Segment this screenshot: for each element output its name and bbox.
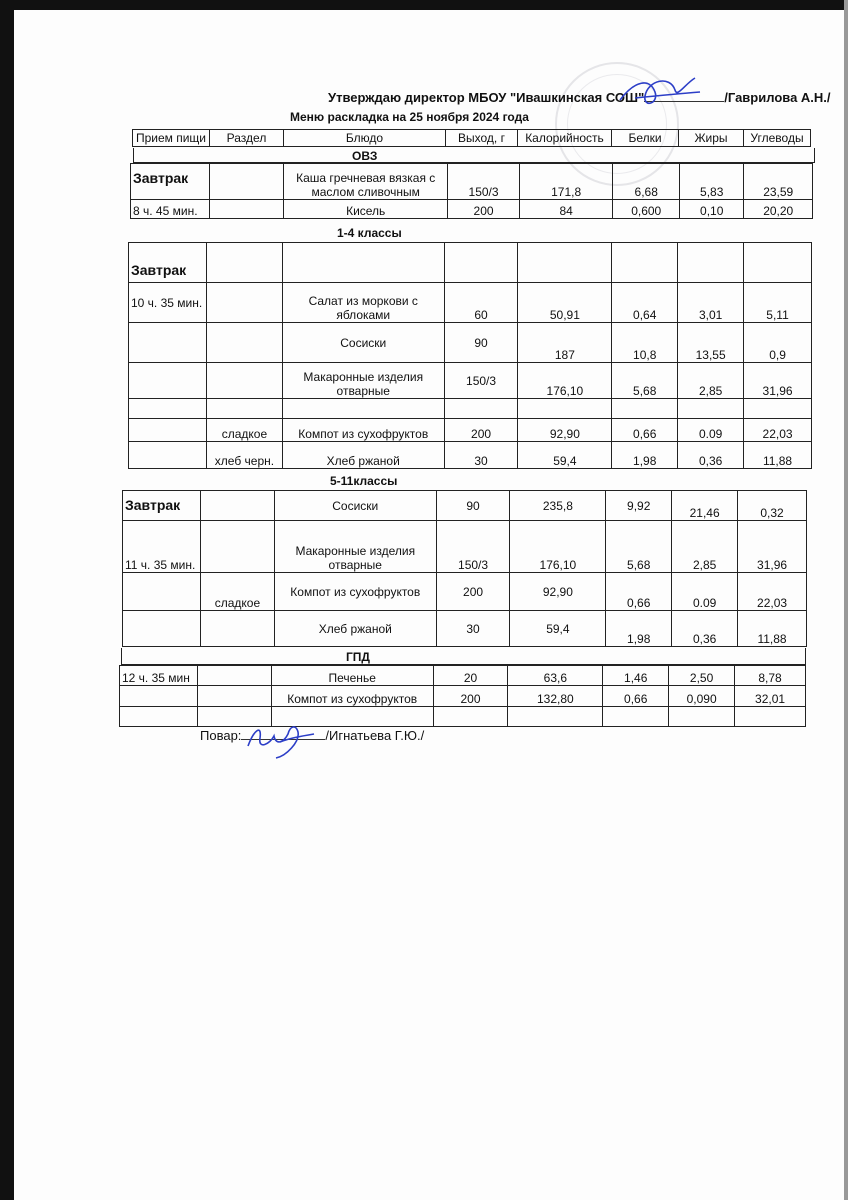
director-signature — [615, 70, 705, 115]
kcal-cell: 176,10 — [510, 521, 606, 573]
empty-cell — [678, 243, 744, 283]
dish-cell: Макаронные изделия отварные — [274, 521, 436, 573]
director-name: /Гаврилова А.Н./ — [724, 90, 831, 105]
approval-line — [328, 90, 831, 105]
empty-cell — [129, 363, 207, 399]
carbs-cell: 11,88 — [744, 442, 812, 469]
dish-cell: Сосиски — [282, 323, 444, 363]
menu-title: Меню раскладка на 25 ноября 2024 года — [290, 110, 529, 124]
yield-cell: 30 — [436, 611, 510, 647]
empty-cell — [120, 686, 198, 707]
table-grades-5-11 — [122, 490, 807, 647]
scan-edge-left — [0, 0, 14, 1200]
table-row — [123, 491, 807, 521]
carbs-cell: 31,96 — [744, 363, 812, 399]
carbs-cell: 8,78 — [735, 666, 806, 686]
section-cell — [206, 363, 282, 399]
header-dish: Блюдо — [283, 129, 446, 147]
section-bar-ovz — [133, 148, 815, 163]
dish-cell: Сосиски — [274, 491, 436, 521]
cook-name: /Игнатьева Г.Ю./ — [325, 728, 425, 743]
table-row — [131, 164, 813, 200]
table-row — [129, 243, 812, 283]
yield-cell: 150/3 — [444, 363, 518, 399]
empty-cell — [123, 611, 201, 647]
section-bar-gpd — [121, 648, 806, 665]
empty-cell — [744, 243, 812, 283]
section-cell — [200, 611, 274, 647]
table-row — [120, 707, 806, 727]
carbs-cell: 23,59 — [744, 164, 813, 200]
cook-label: Повар: — [200, 728, 242, 743]
section-cell: хлеб черн. — [206, 442, 282, 469]
protein-cell: 0,66 — [606, 573, 672, 611]
table-gpd — [119, 665, 806, 727]
dish-cell: Компот из сухофруктов — [274, 573, 436, 611]
dish-cell: Каша гречневая вязкая с маслом сливочным — [284, 164, 448, 200]
empty-cell — [282, 399, 444, 419]
dish-cell: Компот из сухофруктов — [282, 419, 444, 442]
protein-cell: 6,68 — [613, 164, 679, 200]
fat-cell: 2,85 — [672, 521, 738, 573]
protein-cell: 5,68 — [606, 521, 672, 573]
protein-cell: 1,98 — [606, 611, 672, 647]
protein-cell: 5,68 — [612, 363, 678, 399]
kcal-cell: 235,8 — [510, 491, 606, 521]
yield-cell: 150/3 — [448, 164, 520, 200]
carbs-cell: 31,96 — [738, 521, 807, 573]
meal-cell: Завтрак — [131, 164, 210, 200]
table-row — [129, 363, 812, 399]
yield-cell: 200 — [436, 573, 510, 611]
kcal-cell: 171,8 — [519, 164, 613, 200]
table-row — [120, 686, 806, 707]
dish-cell: Макаронные изделия отварные — [282, 363, 444, 399]
protein-cell: 1,46 — [603, 666, 669, 686]
kcal-cell: 84 — [519, 200, 613, 219]
kcal-cell: 187 — [518, 323, 612, 363]
yield-cell: 200 — [433, 686, 508, 707]
empty-cell — [508, 707, 603, 727]
cook-signature — [240, 716, 320, 761]
empty-cell — [282, 243, 444, 283]
fat-cell: 2,85 — [678, 363, 744, 399]
protein-cell: 10,8 — [612, 323, 678, 363]
dish-cell: Кисель — [284, 200, 448, 219]
table-ovz — [130, 163, 813, 219]
table-row — [129, 399, 812, 419]
empty-cell — [744, 399, 812, 419]
header-yield: Выход, г — [445, 129, 518, 147]
protein-cell: 0,600 — [613, 200, 679, 219]
kcal-cell: 132,80 — [508, 686, 603, 707]
fat-cell: 5,83 — [679, 164, 743, 200]
section-title-gpd: ГПД — [346, 650, 370, 664]
table-row — [120, 666, 806, 686]
carbs-cell: 32,01 — [735, 686, 806, 707]
protein-cell: 1,98 — [612, 442, 678, 469]
empty-cell — [612, 399, 678, 419]
dish-cell: Хлеб ржаной — [282, 442, 444, 469]
section-cell — [209, 164, 284, 200]
yield-cell: 30 — [444, 442, 518, 469]
yield-cell: 60 — [444, 283, 518, 323]
empty-cell — [518, 399, 612, 419]
fat-cell: 0,36 — [678, 442, 744, 469]
empty-cell — [735, 707, 806, 727]
dish-cell: Печенье — [271, 666, 433, 686]
time-cell: 8 ч. 45 мин. — [131, 200, 210, 219]
empty-cell — [129, 419, 207, 442]
empty-cell — [129, 323, 207, 363]
meal-cell: Завтрак — [129, 243, 207, 283]
scan-edge-top — [0, 0, 848, 10]
table-header — [133, 129, 811, 147]
yield-cell: 90 — [436, 491, 510, 521]
carbs-cell: 11,88 — [738, 611, 807, 647]
empty-cell — [612, 243, 678, 283]
header-kcal: Калорийность — [517, 129, 612, 147]
approval-text: Утверждаю директор МБОУ "Ивашкинская СОШ" — [328, 90, 645, 105]
section-title-5-11: 5-11классы — [330, 474, 398, 488]
carbs-cell: 20,20 — [744, 200, 813, 219]
section-cell: сладкое — [206, 419, 282, 442]
fat-cell: 21,46 — [672, 491, 738, 521]
fat-cell: 2,50 — [669, 666, 735, 686]
empty-cell — [678, 399, 744, 419]
section-cell — [200, 491, 274, 521]
yield-cell: 90 — [444, 323, 518, 363]
table-row — [129, 283, 812, 323]
meal-cell: Завтрак — [123, 491, 201, 521]
fat-cell: 3,01 — [678, 283, 744, 323]
table-row — [129, 419, 812, 442]
empty-cell — [603, 707, 669, 727]
dish-cell: Компот из сухофруктов — [271, 686, 433, 707]
kcal-cell: 92,90 — [518, 419, 612, 442]
empty-cell — [518, 243, 612, 283]
section-title-ovz: ОВЗ — [352, 149, 378, 163]
table-row — [123, 521, 807, 573]
kcal-cell: 59,4 — [518, 442, 612, 469]
empty-cell — [444, 399, 518, 419]
section-cell: сладкое — [200, 573, 274, 611]
carbs-cell: 22,03 — [744, 419, 812, 442]
time-cell: 11 ч. 35 мин. — [123, 521, 201, 573]
section-title-1-4: 1-4 классы — [337, 226, 402, 240]
kcal-cell: 176,10 — [518, 363, 612, 399]
carbs-cell: 22,03 — [738, 573, 807, 611]
empty-cell — [129, 399, 207, 419]
carbs-cell: 0,32 — [738, 491, 807, 521]
table-row — [123, 611, 807, 647]
header-fat: Жиры — [678, 129, 744, 147]
table-row — [129, 442, 812, 469]
dish-cell: Хлеб ржаной — [274, 611, 436, 647]
protein-cell: 0,66 — [612, 419, 678, 442]
protein-cell: 9,92 — [606, 491, 672, 521]
empty-cell — [129, 442, 207, 469]
yield-cell: 200 — [448, 200, 520, 219]
fat-cell: 0.09 — [672, 573, 738, 611]
carbs-cell: 0,9 — [744, 323, 812, 363]
dish-cell: Салат из моркови с яблоками — [282, 283, 444, 323]
section-cell — [209, 200, 284, 219]
empty-cell — [120, 707, 198, 727]
table-row — [123, 573, 807, 611]
section-cell — [206, 323, 282, 363]
time-cell: 10 ч. 35 мин. — [129, 283, 207, 323]
table-row — [131, 200, 813, 219]
header-meal: Прием пищи — [132, 129, 210, 147]
fat-cell: 13,55 — [678, 323, 744, 363]
section-cell — [197, 686, 271, 707]
kcal-cell: 63,6 — [508, 666, 603, 686]
section-cell — [197, 666, 271, 686]
kcal-cell: 92,90 — [510, 573, 606, 611]
empty-cell — [206, 243, 282, 283]
protein-cell: 0,64 — [612, 283, 678, 323]
empty-cell — [123, 573, 201, 611]
empty-cell — [206, 399, 282, 419]
empty-cell — [444, 243, 518, 283]
header-protein: Белки — [611, 129, 679, 147]
kcal-cell: 59,4 — [510, 611, 606, 647]
protein-cell: 0,66 — [603, 686, 669, 707]
fat-cell: 0.09 — [678, 419, 744, 442]
section-cell — [200, 521, 274, 573]
section-cell — [206, 283, 282, 323]
header-section: Раздел — [209, 129, 284, 147]
table-row — [129, 323, 812, 363]
yield-cell: 150/3 — [436, 521, 510, 573]
empty-cell — [433, 707, 508, 727]
kcal-cell: 50,91 — [518, 283, 612, 323]
header-carbs: Углеводы — [743, 129, 811, 147]
fat-cell: 0,36 — [672, 611, 738, 647]
fat-cell: 0,090 — [669, 686, 735, 707]
scan-edge-right — [844, 0, 848, 1200]
time-cell: 12 ч. 35 мин — [120, 666, 198, 686]
yield-cell: 20 — [433, 666, 508, 686]
fat-cell: 0,10 — [679, 200, 743, 219]
yield-cell: 200 — [444, 419, 518, 442]
table-grades-1-4 — [128, 242, 812, 469]
carbs-cell: 5,11 — [744, 283, 812, 323]
empty-cell — [669, 707, 735, 727]
